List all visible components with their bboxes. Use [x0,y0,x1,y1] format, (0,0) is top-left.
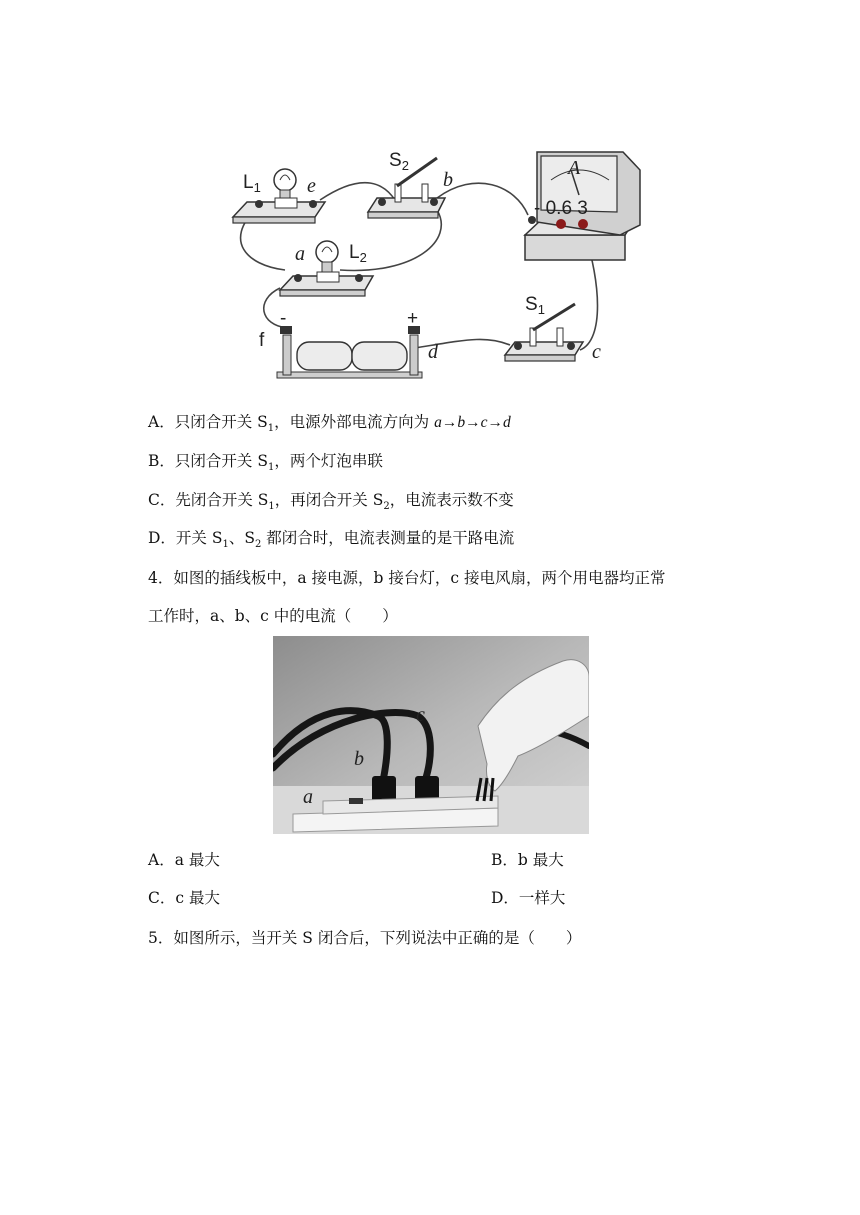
label-c: c [592,341,601,363]
photo-label-b: b [354,748,364,770]
label-S2: $S_2$ [389,150,409,173]
label-battery-plus: + [407,308,419,329]
label-d: d [428,341,438,363]
q3-option-A: A．只闭合开关 $S_1$，电源外部电流方向为 a→b→c→d [148,413,511,435]
q4-option-D: D．一样大 [491,889,566,907]
label-S1: $S_1$ [525,294,545,317]
q4-stem-line1: 4．如图的插线板中，a 接电源，b 接台灯，c 接电风扇，两个用电器均正常 [148,569,666,587]
label-battery-minus: - [280,308,287,329]
battery-pack [277,326,422,378]
power-strip-photo [273,636,589,834]
circuit-figure [225,140,650,385]
ammeter-symbol: A [568,157,581,179]
ammeter-terminals: - 0.6 3 [534,198,588,219]
label-f: f [259,330,265,351]
q5-stem: 5．如图所示，当开关 S 闭合后，下列说法中正确的是（ ） [148,929,582,947]
label-e: e [307,175,316,197]
q3-option-C: C．先闭合开关 $S_1$，再闭合开关 $S_2$，电流表示数不变 [148,491,514,513]
photo-label-a: a [303,786,313,808]
label-b: b [443,169,453,191]
label-L1: $L_1$ [243,172,261,195]
photo-label-c: c [416,704,425,726]
label-a: a [295,243,305,265]
label-L2: $L_2$ [349,242,367,265]
q4-option-B: B．b 最大 [491,851,564,869]
q4-stem-line2: 工作时，a、b、c 中的电流（ ） [148,607,398,625]
q3-option-B: B．只闭合开关 $S_1$，两个灯泡串联 [148,452,383,474]
q3-option-D: D．开关 $S_1$、$S_2$ 都闭合时，电流表测量的是干路电流 [148,529,515,551]
q4-option-C: C．c 最大 [148,889,220,907]
q4-option-A: A．a 最大 [148,851,220,869]
